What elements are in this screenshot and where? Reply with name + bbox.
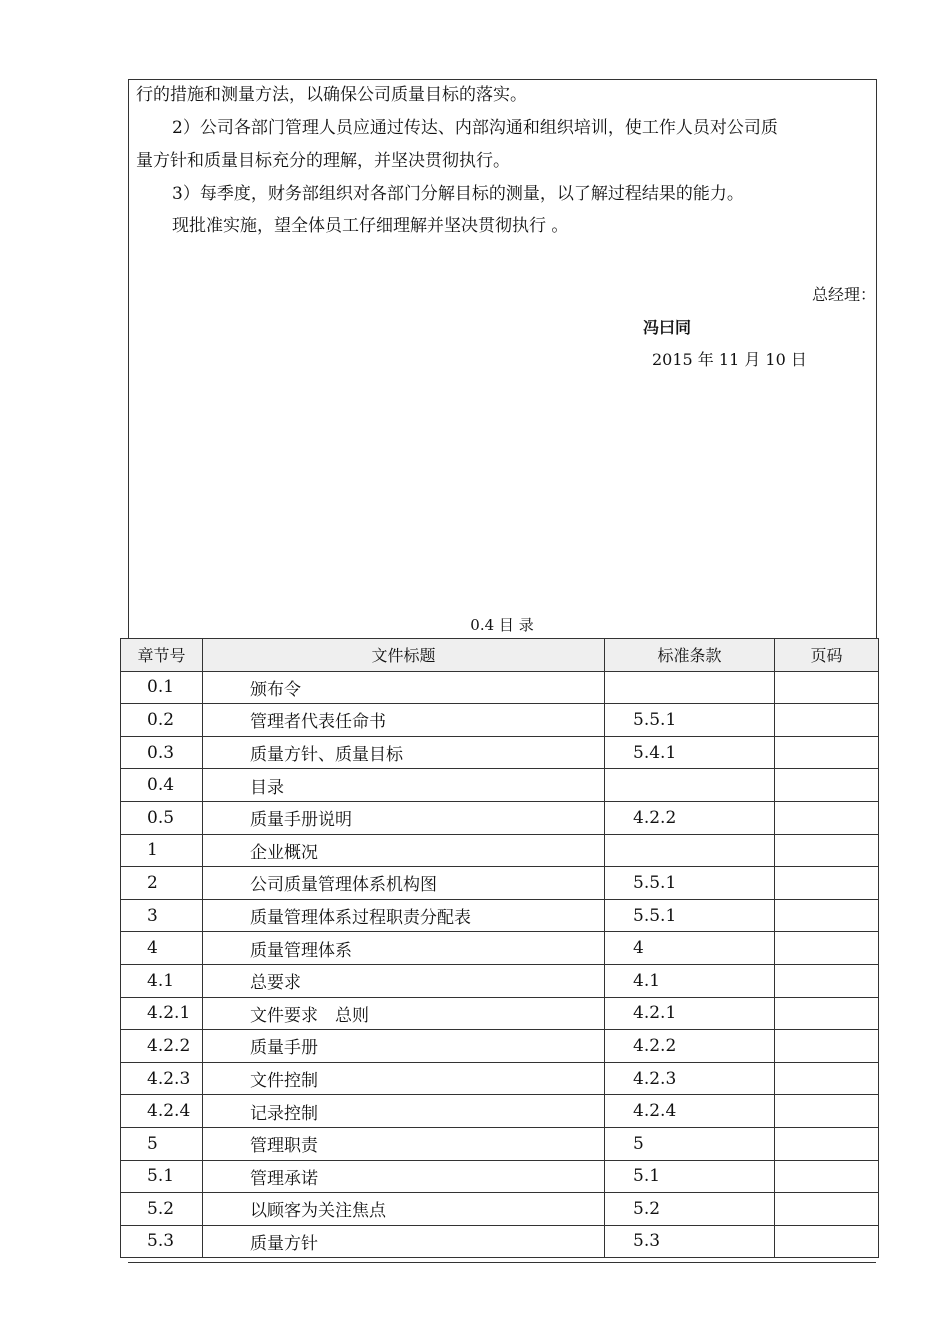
table-row [121,1193,879,1226]
toc-header-row [121,639,879,672]
table-row [121,769,879,802]
toc-standard-clause: 4 [605,932,775,965]
toc-chapter-number: 4.2.3 [121,1062,203,1095]
toc-standard-clause: 5.4.1 [605,736,775,769]
toc-file-title: 质量手册说明 [203,801,605,834]
toc-chapter-number: 5.3 [121,1225,203,1258]
toc-chapter-number: 0.5 [121,801,203,834]
toc-page-number [775,1127,879,1160]
toc-standard-clause: 5.5.1 [605,899,775,932]
table-row [121,932,879,965]
table-row [121,867,879,900]
toc-page-number [775,1095,879,1128]
body-text-line-3: 量方针和质量目标充分的理解，并坚决贯彻执行。 [136,151,510,171]
toc-file-title: 质量管理体系过程职责分配表 [203,899,605,932]
toc-file-title: 以顾客为关注焦点 [203,1193,605,1226]
toc-standard-clause: 4.2.2 [605,801,775,834]
toc-page-number [775,1160,879,1193]
toc-chapter-number: 2 [121,867,203,900]
toc-standard-clause [605,834,775,867]
table-row [121,1225,879,1258]
bottom-rule [128,1262,876,1263]
table-row [121,834,879,867]
toc-file-title: 质量方针 [203,1225,605,1258]
toc-chapter-number: 0.3 [121,736,203,769]
toc-page-number [775,736,879,769]
table-row [121,671,879,704]
toc-standard-clause: 5.5.1 [605,704,775,737]
toc-standard-clause [605,769,775,802]
toc-page-number [775,1225,879,1258]
toc-file-title: 公司质量管理体系机构图 [203,867,605,900]
body-text-line-2: 2）公司各部门管理人员应通过传达、内部沟通和组织培训，使工作人员对公司质 [172,118,778,138]
toc-page-number [775,1030,879,1063]
toc-header-page: 页码 [775,639,879,672]
table-row [121,1062,879,1095]
toc-file-title: 质量手册 [203,1030,605,1063]
table-row [121,1127,879,1160]
toc-file-title: 总要求 [203,964,605,997]
toc-chapter-number: 3 [121,899,203,932]
toc-page-number [775,1193,879,1226]
toc-page-number [775,932,879,965]
signature-label: 总经理： [812,285,877,304]
toc-standard-clause [605,671,775,704]
table-row [121,736,879,769]
table-row [121,1030,879,1063]
toc-page-number [775,899,879,932]
toc-file-title: 记录控制 [203,1095,605,1128]
toc-page-number [775,704,879,737]
toc-standard-clause: 5 [605,1127,775,1160]
toc-page-number [775,964,879,997]
toc-file-title: 管理者代表任命书 [203,704,605,737]
toc-file-title: 文件控制 [203,1062,605,1095]
table-row [121,704,879,737]
toc-page-number [775,671,879,704]
toc-chapter-number: 4.2.1 [121,997,203,1030]
body-text-line-5: 现批准实施，望全体员工仔细理解并坚决贯彻执行 。 [172,216,569,236]
table-row [121,899,879,932]
table-row [121,964,879,997]
toc-chapter-number: 4.2.4 [121,1095,203,1128]
toc-page-number [775,834,879,867]
toc-chapter-number: 5.2 [121,1193,203,1226]
toc-standard-clause: 5.3 [605,1225,775,1258]
toc-standard-clause: 5.1 [605,1160,775,1193]
toc-standard-clause: 4.2.3 [605,1062,775,1095]
toc-file-title: 文件要求 总则 [203,997,605,1030]
toc-title: 0.4 目 录 [470,616,534,634]
toc-file-title: 目录 [203,769,605,802]
toc-page-number [775,997,879,1030]
toc-table [120,638,879,1258]
table-row [121,801,879,834]
toc-file-title: 质量方针、质量目标 [203,736,605,769]
toc-chapter-number: 0.1 [121,671,203,704]
toc-chapter-number: 5 [121,1127,203,1160]
toc-header-clause: 标准条款 [605,639,775,672]
toc-chapter-number: 1 [121,834,203,867]
toc-page-number [775,801,879,834]
toc-standard-clause: 5.2 [605,1193,775,1226]
table-row [121,997,879,1030]
body-text-line-1: 行的措施和测量方法，以确保公司质量目标的落实。 [136,85,527,105]
toc-standard-clause: 4.1 [605,964,775,997]
toc-chapter-number: 4.2.2 [121,1030,203,1063]
toc-chapter-number: 0.4 [121,769,203,802]
toc-page-number [775,1062,879,1095]
toc-standard-clause: 4.2.1 [605,997,775,1030]
signature-name: 冯曰同 [643,318,692,337]
toc-file-title: 管理职责 [203,1127,605,1160]
toc-page-number [775,867,879,900]
toc-file-title: 质量管理体系 [203,932,605,965]
signature-date: 2015 年 11 月 10 日 [652,350,807,369]
toc-standard-clause: 5.5.1 [605,867,775,900]
toc-file-title: 管理承诺 [203,1160,605,1193]
table-row [121,1160,879,1193]
toc-header-chapter: 章节号 [121,639,203,672]
toc-chapter-number: 4.1 [121,964,203,997]
toc-file-title: 企业概况 [203,834,605,867]
toc-header-title: 文件标题 [203,639,605,672]
toc-chapter-number: 4 [121,932,203,965]
toc-page-number [775,769,879,802]
toc-chapter-number: 5.1 [121,1160,203,1193]
table-row [121,1095,879,1128]
toc-standard-clause: 4.2.2 [605,1030,775,1063]
toc-file-title: 颁布令 [203,671,605,704]
toc-standard-clause: 4.2.4 [605,1095,775,1128]
body-text-line-4: 3）每季度，财务部组织对各部门分解目标的测量，以了解过程结果的能力。 [172,184,744,204]
toc-chapter-number: 0.2 [121,704,203,737]
